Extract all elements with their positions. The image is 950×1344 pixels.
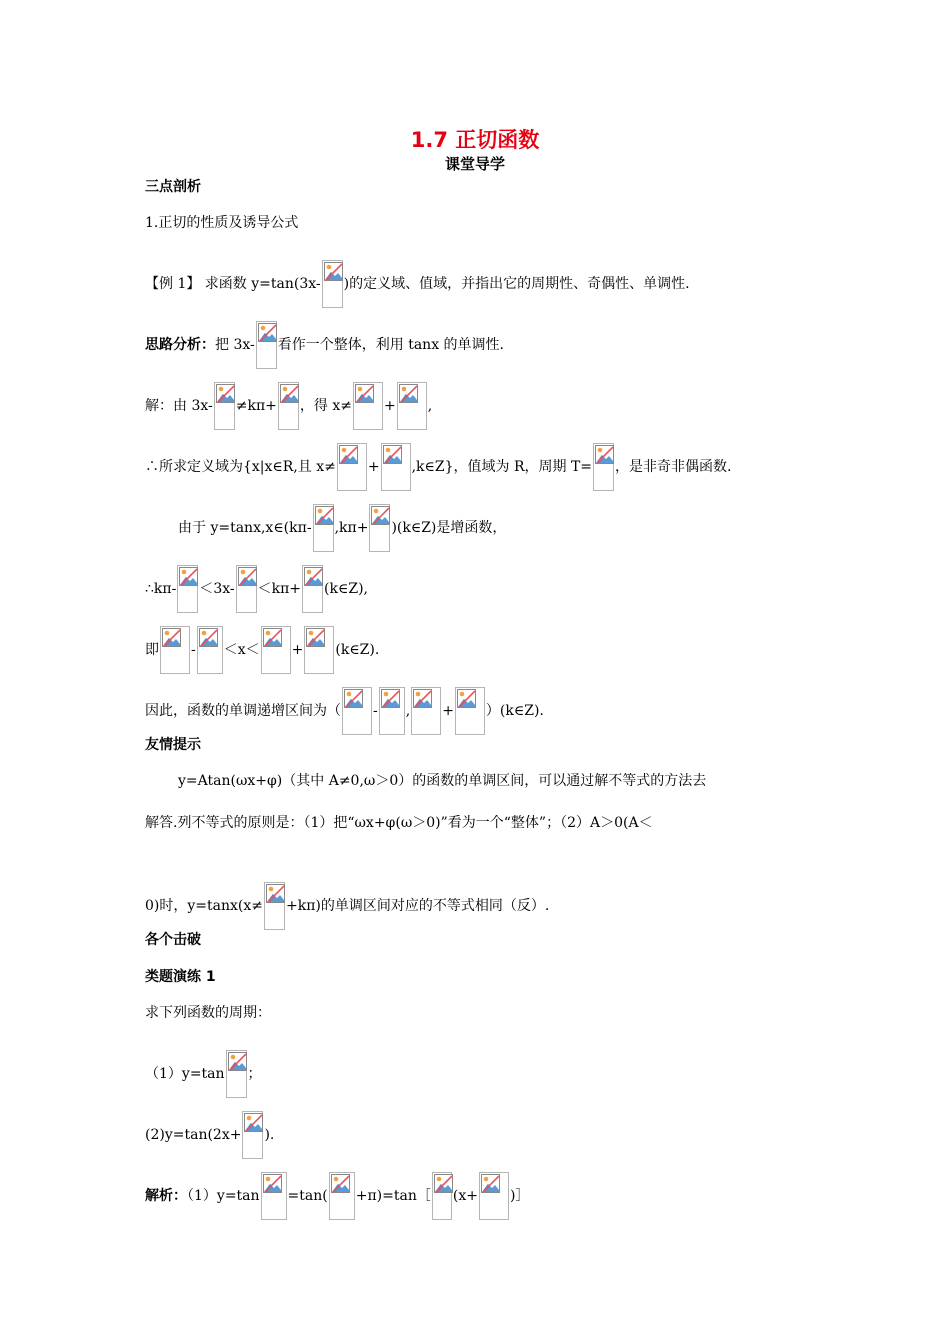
text: ＜kπ+ xyxy=(257,581,302,597)
page-subtitle: 课堂导学 xyxy=(444,155,505,173)
formula-image-icon xyxy=(369,504,390,552)
tip-text-1: y=Atan(ωx+φ)（其中 A≠0,ω＞0）的函数的单调区间，可以通过解不等式的方法去 xyxy=(178,773,707,789)
formula-image-icon xyxy=(342,687,372,735)
formula-image-icon xyxy=(261,626,291,674)
inequality-line-2 xyxy=(145,626,379,674)
text: （1）y=tan xyxy=(145,1066,225,1082)
text: )］ xyxy=(509,1188,530,1204)
text: , xyxy=(405,703,411,719)
interval-line xyxy=(145,687,544,735)
text: =tan( xyxy=(287,1188,328,1204)
formula-image-icon xyxy=(432,1172,452,1220)
idea-label: 思路分析： xyxy=(145,337,215,353)
formula-image-icon xyxy=(304,626,334,674)
answer-label: 解析： xyxy=(145,1188,187,1204)
section-heading-2: 各个击破 xyxy=(145,932,201,948)
question-text: 求下列函数的周期： xyxy=(145,1005,271,1021)
text: ＜3x- xyxy=(199,581,235,597)
formula-image-icon xyxy=(226,1050,247,1098)
text: +kπ)的单调区间对应的不等式相同（反）. xyxy=(285,898,550,914)
formula-image-icon xyxy=(302,565,323,613)
increasing-line xyxy=(178,504,506,552)
text: , xyxy=(427,398,433,414)
text: ＜x＜ xyxy=(223,642,260,658)
example-1 xyxy=(145,260,690,308)
formula-image-icon xyxy=(278,382,299,430)
text: - xyxy=(191,642,196,658)
text: (k∈Z), xyxy=(324,581,368,597)
practice-heading: 类题演练 1 xyxy=(145,969,216,985)
question-2 xyxy=(145,1111,274,1159)
formula-image-icon xyxy=(256,321,277,369)
text: ≠kπ+ xyxy=(235,398,277,414)
text: 即 xyxy=(145,642,159,658)
text: 因此，函数的单调递增区间为（ xyxy=(145,703,341,719)
text: - xyxy=(373,703,378,719)
text: + xyxy=(367,459,380,475)
text: （1）y=tan xyxy=(187,1188,260,1204)
subsection-heading: 1.正切的性质及诱导公式 xyxy=(145,215,299,231)
example-tag: 【例 1】 xyxy=(145,276,201,292)
formula-image-icon xyxy=(411,687,441,735)
text: ,k∈Z}，值域为 R，周期 T= xyxy=(411,459,593,475)
text: + xyxy=(442,703,454,719)
text: )(k∈Z)是增函数， xyxy=(391,520,507,536)
text: 看作一个整体，利用 tanx 的单调性. xyxy=(277,337,504,353)
question-1 xyxy=(145,1050,262,1098)
text: 把 3x- xyxy=(215,337,255,353)
formula-image-icon xyxy=(242,1111,263,1159)
text: 由于 y=tanx,x∈(kπ- xyxy=(178,520,312,536)
formula-image-icon xyxy=(353,382,383,430)
formula-image-icon xyxy=(593,443,614,491)
tip-text-2: 解答.列不等式的原则是：（1）把“ωx+φ(ω＞0)”看为一个“整体”；（2）A＞0(A＜ xyxy=(145,815,653,831)
formula-image-icon xyxy=(329,1172,355,1220)
inequality-line-1 xyxy=(145,565,368,613)
formula-image-icon xyxy=(177,565,198,613)
text: (2)y=tan(2x+ xyxy=(145,1127,242,1143)
text: +π)=tan［ xyxy=(355,1188,431,1204)
text: 求函数 y=tan(3x- xyxy=(200,276,321,292)
formula-image-icon xyxy=(214,382,235,430)
text: 解：由 3x- xyxy=(145,398,213,414)
text: 0)时，y=tanx(x≠ xyxy=(145,898,263,914)
formula-image-icon xyxy=(236,565,257,613)
formula-image-icon xyxy=(381,443,411,491)
text: + xyxy=(291,642,304,658)
formula-image-icon xyxy=(479,1172,509,1220)
text: ，是非奇非偶函数. xyxy=(615,459,732,475)
text: ∴所求定义域为{x|x∈R,且 x≠ xyxy=(145,459,336,475)
formula-image-icon xyxy=(261,1172,287,1220)
text: ,kπ+ xyxy=(334,520,369,536)
formula-image-icon xyxy=(160,626,190,674)
formula-image-icon xyxy=(313,504,334,552)
text: + xyxy=(383,398,396,414)
text: ； xyxy=(247,1066,262,1082)
solution-line xyxy=(145,382,432,430)
formula-image-icon xyxy=(397,382,427,430)
formula-image-icon xyxy=(197,626,223,674)
formula-image-icon xyxy=(455,687,485,735)
text: ，得 x≠ xyxy=(299,398,352,414)
tip-heading: 友情提示 xyxy=(145,737,201,753)
section-heading: 三点剖析 xyxy=(145,179,201,195)
text: )的定义域、值域，并指出它的周期性、奇偶性、单调性. xyxy=(343,276,690,292)
idea-line xyxy=(145,321,504,369)
text: (k∈Z). xyxy=(335,642,380,658)
page-title: 1.7 正切函数 xyxy=(410,128,540,152)
text: ）(k∈Z). xyxy=(485,703,544,719)
domain-line xyxy=(145,443,732,491)
tip-text-3 xyxy=(145,882,549,930)
text: (x+ xyxy=(452,1188,478,1204)
formula-image-icon xyxy=(337,443,367,491)
answer-line xyxy=(145,1172,529,1220)
text: ∴kπ- xyxy=(145,581,177,597)
formula-image-icon xyxy=(264,882,285,930)
formula-image-icon xyxy=(379,687,405,735)
formula-image-icon xyxy=(322,260,343,308)
text: ). xyxy=(264,1127,275,1143)
